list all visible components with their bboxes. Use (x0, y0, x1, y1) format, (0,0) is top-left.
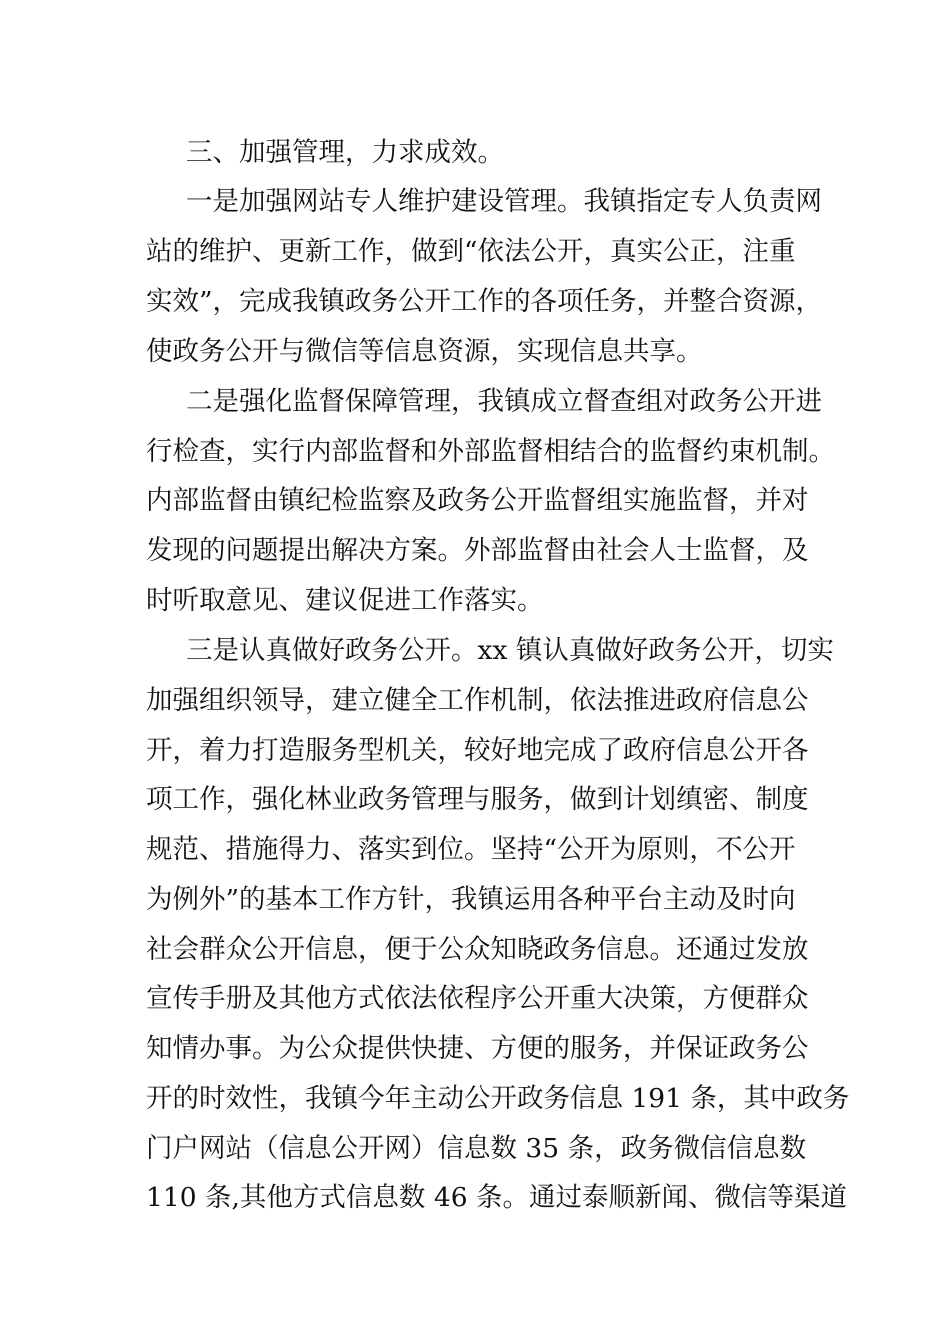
paragraph-line: 门户网站（信息公开网）信息数 35 条，政务微信信息数 (146, 1133, 807, 1164)
paragraph-line: 时听取意见、建议促进工作落实。 (146, 585, 544, 616)
paragraph-line: 加强组织领导，建立健全工作机制，依法推进政府信息公 (146, 685, 809, 716)
paragraph-line: 110 条,其他方式信息数 46 条。通过泰顺新闻、微信等渠道 (146, 1182, 847, 1213)
paragraph-line: 为例外”的基本工作方针，我镇运用各种平台主动及时向 (146, 884, 796, 915)
paragraph-line: 使政务公开与微信等信息资源，实现信息共享。 (146, 336, 703, 367)
paragraph-line: 规范、措施得力、落实到位。坚持“公开为原则，不公开 (146, 834, 796, 865)
paragraph-line: 宣传手册及其他方式依法依程序公开重大决策，方便群众 (146, 983, 809, 1014)
section-heading: 三、加强管理，力求成效。 (186, 137, 504, 168)
paragraph-line: 实效”，完成我镇政务公开工作的各项任务，并整合资源， (146, 286, 823, 317)
paragraph-line: 开，着力打造服务型机关，较好地完成了政府信息公开各 (146, 735, 809, 766)
paragraph-line: 行检查，实行内部监督和外部监督相结合的监督约束机制。 (146, 436, 835, 467)
paragraph-line: 三是认真做好政务公开。xx 镇认真做好政务公开，切实 (186, 635, 834, 666)
paragraph-line: 知情办事。为公众提供快捷、方便的服务，并保证政务公 (146, 1033, 809, 1064)
paragraph-line: 发现的问题提出解决方案。外部监督由社会人士监督，及 (146, 535, 809, 566)
paragraph-line: 开的时效性，我镇今年主动公开政务信息 191 条，其中政务 (146, 1083, 850, 1114)
paragraph-line: 项工作，强化林业政务管理与服务，做到计划缜密、制度 (146, 784, 809, 815)
paragraph-line: 社会群众公开信息，便于公众知晓政务信息。还通过发放 (146, 934, 809, 965)
paragraph-line: 站的维护、更新工作，做到“依法公开，真实公正，注重 (146, 236, 796, 267)
paragraph-line: 二是强化监督保障管理，我镇成立督查组对政务公开进 (186, 386, 822, 417)
paragraph-line: 内部监督由镇纪检监察及政务公开监督组实施监督，并对 (146, 485, 809, 516)
paragraph-line: 一是加强网站专人维护建设管理。我镇指定专人负责网 (186, 186, 822, 217)
